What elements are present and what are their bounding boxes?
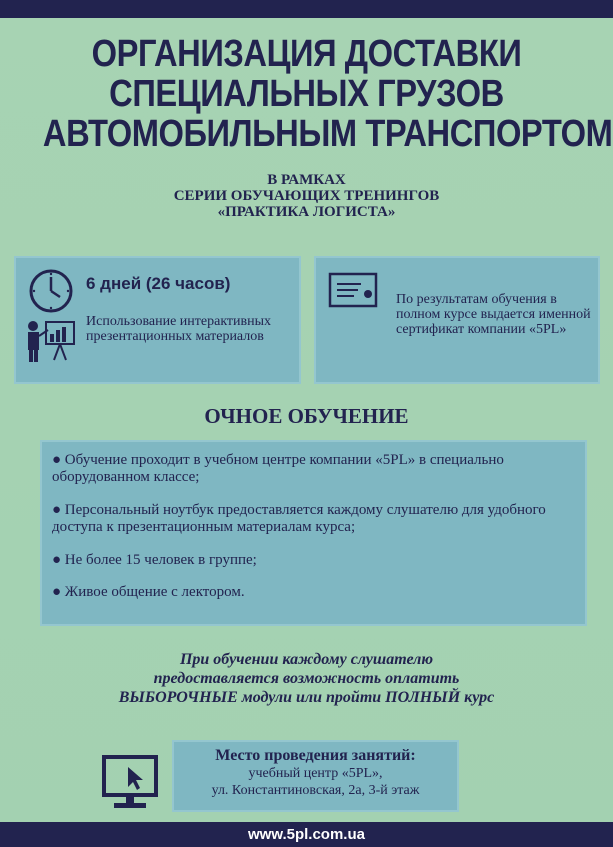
note-line-2: предоставляется возможность оплатить: [153, 670, 460, 687]
section-title: ОЧНОЕ ОБУЧЕНИЕ: [204, 404, 409, 428]
footer-url[interactable]: www.5pl.com.ua: [248, 826, 365, 843]
payment-note: [0, 650, 613, 707]
certificate-icon: [328, 272, 378, 308]
top-bar: [0, 0, 613, 18]
info-box-duration: [14, 256, 301, 384]
title-line-2: СПЕЦИАЛЬНЫХ ГРУЗОВ: [109, 73, 504, 115]
subtitle-line-3: «ПРАКТИКА ЛОГИСТА»: [217, 204, 396, 220]
presenter-icon: [24, 318, 76, 364]
location-line-1: учебный центр «5PL»,: [248, 766, 383, 781]
subtitle-line-2: СЕРИИ ОБУЧАЮЩИХ ТРЕНИНГОВ: [173, 188, 440, 204]
bullet-item: ● Живое общение с лектором.: [52, 584, 245, 600]
location-box: [172, 740, 459, 812]
footer-bar: [0, 822, 613, 847]
clock-icon: [28, 268, 74, 314]
presentation-text: Использование интерактивных презентационных материалов: [86, 314, 272, 344]
note-line-1: При обучении каждому слушателю: [179, 651, 434, 668]
details-box: [40, 440, 587, 626]
title-line-3: АВТОМОБИЛЬНЫМ ТРАНСПОРТОМ: [42, 113, 613, 155]
page-title: [42, 33, 613, 155]
monitor-cursor-icon: [102, 755, 158, 811]
subtitle: [0, 172, 613, 220]
subtitle-line-1: В РАМКАХ: [267, 172, 346, 188]
bullet-item: ● Не более 15 человек в группе;: [52, 552, 257, 568]
bullet-item: ● Обучение проходит в учебном центре компании «5PL» в специально оборудованном классе;: [52, 452, 504, 485]
duration-text: 6 дней (26 часов): [86, 274, 231, 293]
location-title: Место проведения занятий:: [215, 747, 416, 764]
note-line-3: ВЫБОРОЧНЫЕ модули или пройти ПОЛНЫЙ курс: [118, 689, 495, 706]
bullet-item: ● Персональный ноутбук предоставляется каждому слушателю для удобного доступа к презентационным материалам курса;: [52, 502, 546, 535]
info-box-certificate: [314, 256, 600, 384]
certificate-text: По результатам обучения в полном курсе выдается именной сертификат компании «5PL»: [396, 292, 591, 337]
title-line-1: ОРГАНИЗАЦИЯ ДОСТАВКИ: [91, 33, 522, 75]
location-line-2: ул. Константиновская, 2а, 3-й этаж: [211, 783, 420, 798]
